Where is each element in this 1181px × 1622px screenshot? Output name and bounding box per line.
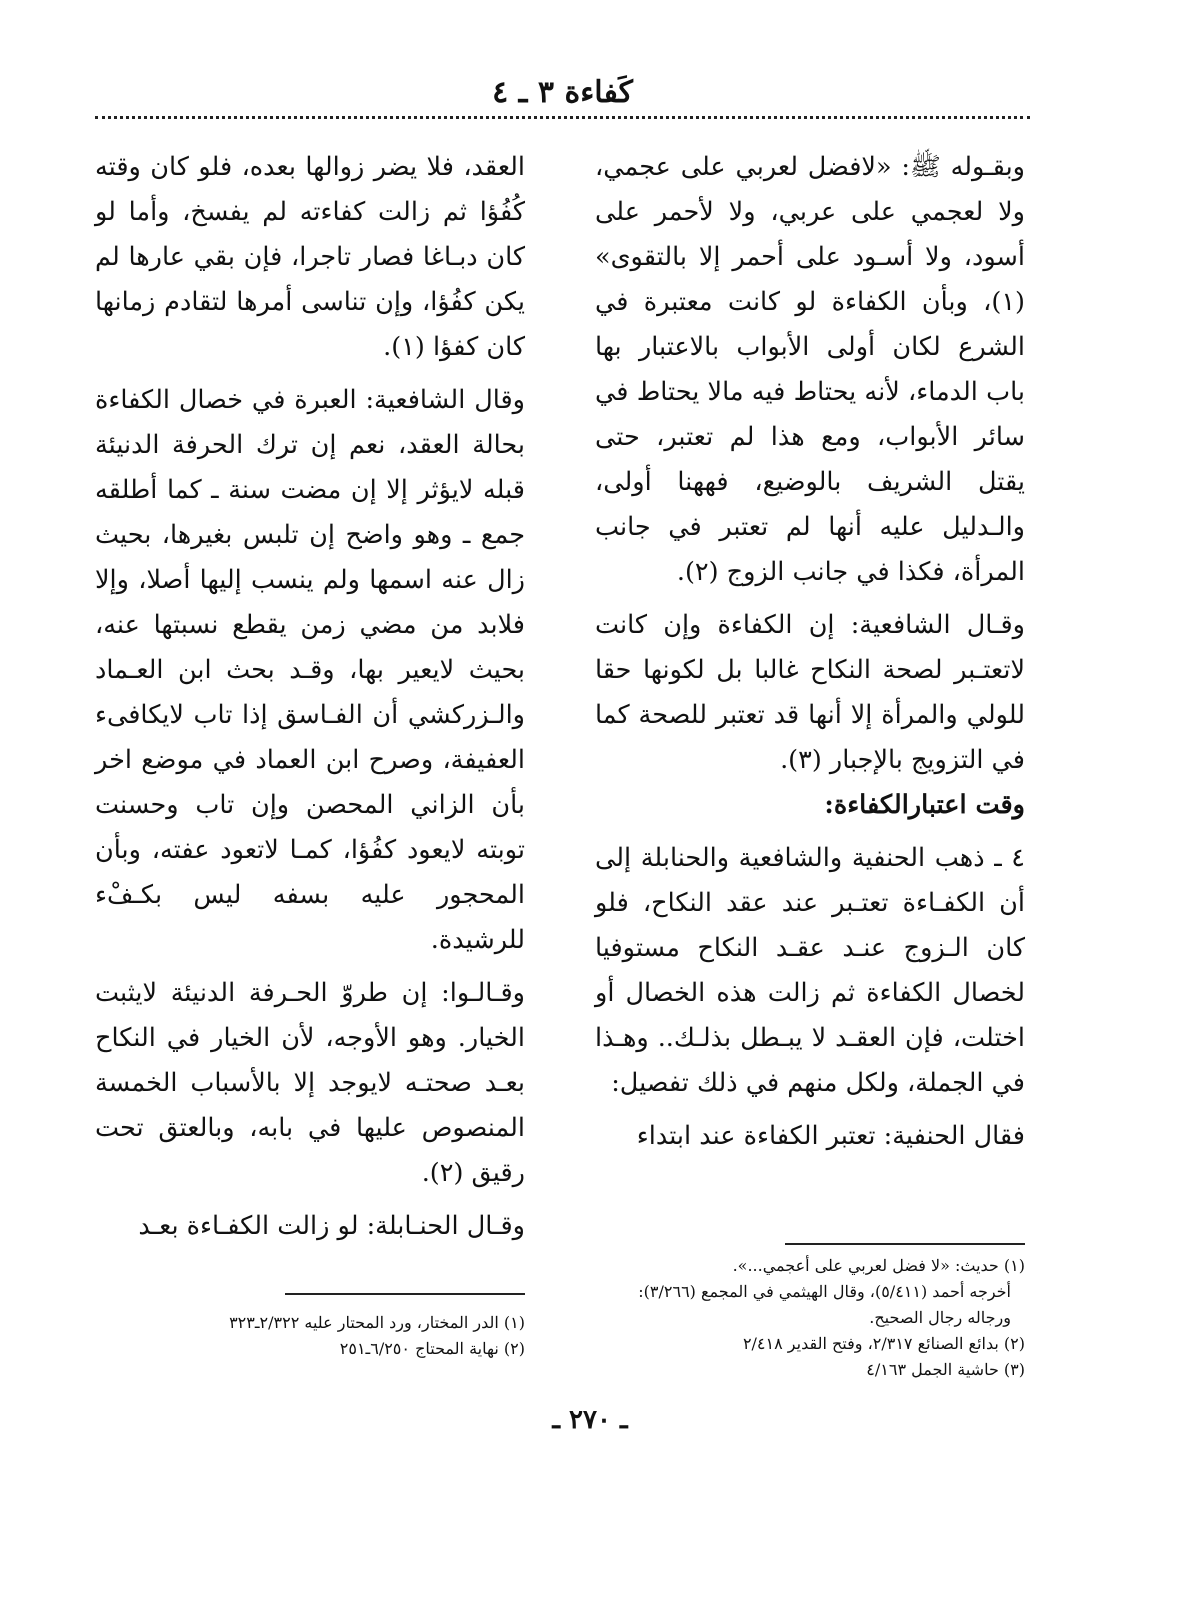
paragraph: فقال الحنفية: تعتبر الكفاءة عند ابتداء — [636, 1121, 1025, 1151]
page-header-title: كَفاءة ٣ ـ ٤ — [492, 75, 633, 110]
footnote: (١) حديث: «لا فضل لعربي على أعجمي...». — [732, 1256, 1025, 1275]
paragraph: العقد، فلا يضر زوالها بعده، فلو كان وقته كُفُؤا ثم زالت كفاءته لم يفسخ، وأما لو كان دبـاغا فصار تاجرا، فإن بقي عارها لم يكن كفُؤا، وإن تناسى أمرها لتقادم زمانها كان كفؤا (١). — [95, 152, 525, 362]
left-column — [95, 145, 525, 1249]
footnote-separator — [785, 1243, 1025, 1245]
paragraph: ٤ ـ ذهب الحنفية والشافعية والحنابلة إلى أن الكفـاءة تعتـبر عند عقد النكاح، فلو كان الـزوج عنـد عقـد النكاح مستوفيا لخصال الكفاءة ثم زالت هذه الخصال أو اختلت، فإن العقـد لا يبـطل بذلـك.. وهـذا في الجملة، ولكل منهم في ذلك تفصيل: — [595, 843, 1025, 1098]
paragraph: وقـالـوا: إن طروّ الحـرفة الدنيئة لايثبت الخيار. وهو الأوجه، لأن الخيار في النكاح بعـد صحتـه لايوجد إلا بالأسباب الخمسة المنصوص عليها في بابه، وبالعتق تحت رقيق (٢). — [95, 978, 525, 1188]
page-number: ـ ٢٧٠ ـ — [552, 1405, 628, 1435]
footnote: أخرجه أحمد (٥/٤١١)، وقال الهيثمي في المجمع (٣/٢٦٦): ورجاله رجال الصحيح. — [638, 1282, 1011, 1327]
footnotes-left — [95, 1310, 525, 1362]
right-column — [595, 145, 1025, 1159]
header-dotted-rule — [95, 116, 1030, 119]
paragraph: وقـال الحنـابلة: لو زالت الكفـاءة بعـد — [138, 1211, 525, 1241]
paragraph: وقـال الشافعية: إن الكفاءة وإن كانت لاتعتـبر لصحة النكاح غالبا بل لكونها حقا للولي والمرأة إلا أنها قد تعتبر للصحة كما في التزويج بالإجبار (٣). — [595, 610, 1025, 775]
footnote: (٣) حاشية الجمل ٤/١٦٣ — [866, 1360, 1025, 1379]
footnote: (٢) نهاية المحتاج ٦/٢٥٠ـ٢٥١ — [339, 1339, 525, 1358]
footnote: (١) الدر المختار، ورد المحتار عليه ٢/٣٢٢ـ٣٢٣ — [229, 1313, 525, 1332]
footnote: (٢) بدائع الصنائع ٢/٣١٧، وفتح القدير ٢/٤١٨ — [742, 1334, 1025, 1353]
paragraph: وبقـوله ﷺ: «لافضل لعربي على عجمي، ولا لعجمي على عربي، ولا لأحمر على أسود، ولا أسـود على أحمر إلا بالتقوى» (١)، وبأن الكفاءة لو كانت معتبرة في الشرع لكان أولى الأبواب بالاعتبار بها باب الدماء، لأنه يحتاط فيه مالا يحتاط في سائر الأبواب، ومع هذا لم تعتبر، حتى يقتل الشريف بالوضيع، فههنا أولى، والـدليل عليه أنها لم تعتبر في جانب المرأة، فكذا في جانب الزوج (٢). — [595, 152, 1025, 587]
footnotes-right — [595, 1253, 1025, 1383]
section-heading: وقت اعتبارالكفاءة: — [824, 790, 1025, 820]
paragraph: وقال الشافعية: العبرة في خصال الكفاءة بحالة العقد، نعم إن ترك الحرفة الدنيئة قبله لايؤثر إلا إن مضت سنة ـ كما أطلقه جمع ـ وهو واضح إن تلبس بغيرها، بحيث زال عنه اسمها ولم ينسب إليها أصلا، وإلا فلابد من مضي زمن يقطع نسبتها عنه، بحيث لايعير بها، وقـد بحث ابن العـماد والـزركشي أن الفـاسق إذا تاب لايكافىء العفيفة، وصرح ابن العماد في موضع اخر بأن الزاني المحصن وإن تاب وحسنت توبته لايعود كفُؤا، كمـا لاتعود عفته، وبأن المحجور عليه بسفه ليس بكـفْء للرشيدة. — [95, 385, 525, 955]
footnote-separator — [285, 1293, 525, 1295]
